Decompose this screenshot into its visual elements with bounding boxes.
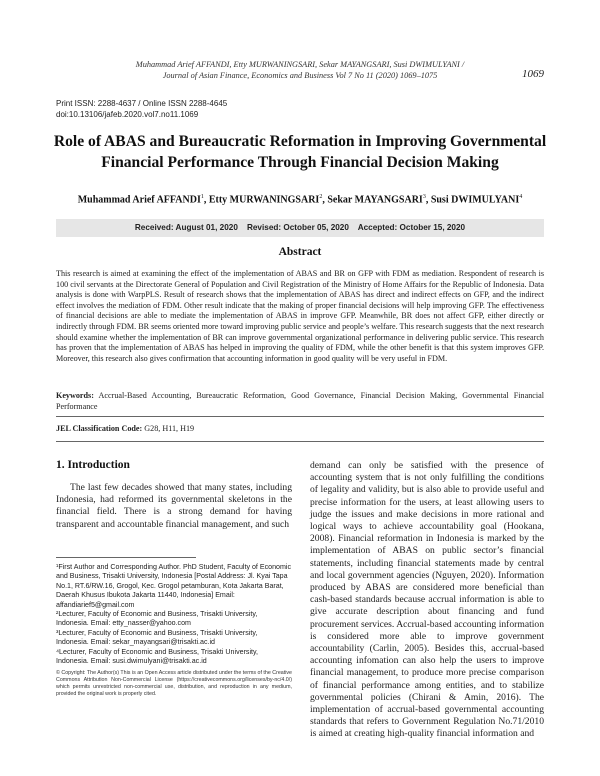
keywords-text: Accrual-Based Accounting, Bureaucratic Reformation, Good Governance, Financial Decision Making, Governmental Financial Performance xyxy=(56,391,544,411)
footnote: ⁴Lecturer, Faculty of Economic and Business, Trisakti University, Indonesia. Email: susi.dwimulyani@trisakti.ac.id xyxy=(56,647,259,666)
author-affiliation-mark: 4 xyxy=(519,194,523,200)
jel-label: JEL Classification Code: xyxy=(56,424,143,433)
jel-codes: G28, H11, H19 xyxy=(142,424,195,433)
footnote: ²Lecturer, Faculty of Economic and Business, Trisakti University, Indonesia. Email: etty_nasser@yahoo.com xyxy=(56,610,258,628)
footnotes xyxy=(56,563,292,666)
section-heading: 1. Introduction xyxy=(56,459,130,471)
intro-paragraph-left: The last few decades showed that many states, including Indonesia, had reformed its governmental skeletons in the financial field. There is a strong demand for having transparent and accountable financial management, and such xyxy=(56,482,292,530)
footnote: ¹First Author and Corresponding Author. PhD Student, Faculty of Economic and Business, Trisakti University, Indonesia [Postal Address: Jl. Kyai Tapa No.1, RT.6/RW.16, Grogol, Kec. Grogol petamburan, Kota Jakarta Barat, Daerah Khusus Ibukota Jakarta 11440, Indonesia] Email: affandiarief5@gmail.com xyxy=(56,563,292,609)
running-head-authors: Muhammad Arief AFFANDI, Etty MURWANINGSARI, Sekar MAYANGSARI, Susi DWIMULYANI / xyxy=(135,60,465,69)
intro-paragraph-right: demand can only be satisfied with the presence of accounting system that is not only fulfilling the conditions of legality and validity, but is also able to provide useful and precise information for the users, at least allowing users to judge the issues and make decisions in more rational and logical ways to achieve accountability goal (Hookana, 2008). Financial reformation in Indonesia is marked by the implementation of ABAS on public sector’s financial statements, including financial statements made by central and local government agencies (Nguyen, 2020). Information produced by ABAS are considered more beneficial than cash-based standards because accrual information is able to give accurate description about financing and fund procurement services. Accrual-based accounting information is considered more able to improve government accountability (Carlin, 2005). Besides this, accrual-based accounting infomation can also help the users to improve financial management, to produce more precise comparison of financial performance among entities, and to stabilize governmental policies (Chirani & Amin, 2016). The implementation of accrual-based governmental accounting standards that refers to Government Regulation No.71/2010 is aimed at creating high-quality financial information and xyxy=(310,460,544,740)
divider-bottom xyxy=(56,441,544,442)
author-name: Sekar MAYANGSARI xyxy=(327,194,423,206)
running-head xyxy=(70,59,530,81)
author-name: Susi DWIMULYANI xyxy=(430,194,520,206)
author-name: Etty MURWANINGSARI xyxy=(208,194,320,206)
author-separator: , xyxy=(203,194,209,206)
copyright-notice: © Copyright: The Author(s) This is an Open Access article distributed under the terms of the Creative Commons Attribution Non-Commercial License (https://creativecommons.org/licenses/by-nc/4.0/) which permits unrestricted non-commercial use, distribution, and reproduction in any medium, provided the original work is properly cited. xyxy=(56,670,292,697)
page-number: 1069 xyxy=(522,68,544,80)
submission-dates-bar: Received: August 01, 2020 Revised: October 05, 2020 Accepted: October 15, 2020 xyxy=(56,219,544,237)
keywords xyxy=(56,391,544,412)
issn-block xyxy=(56,98,227,120)
running-head-journal: Journal of Asian Finance, Economics and Business Vol 7 No 11 (2020) 1069–1075 xyxy=(162,71,438,80)
author-separator: , xyxy=(425,194,431,206)
author-affiliation-mark: 3 xyxy=(422,194,426,200)
abstract-text: This research is aimed at examining the effect of the implementation of ABAS and BR on GFP with FDM as mediation. Respondent of research is 100 civil servants at the Directorate General of Population and Civil Registration of the Ministry of Home Affairs for the Republic of Indonesia. Data analysis is done with WarpPLS. Result of research shows that the implementation of ABAS has direct and indirect effects on GFP, and the indirect effect involves the mediation of FDM. Other result indicate that the making of proper financial decisions will help improving GFP. The effectiveness of financial decisions are able to mediate the implementation of ABAS in improve GFP. Meanwhile, BR does not affect GFP, either directly or indirectly through FDM. BR seems oriented more toward improving public service and people’s welfare. This research suggests that the next research should examine whether the implementation of BR can improve governmental organizational performance in delivering public service. This research has proven that the implementation of ABAS has helped in improving the quality of FDM, while the other benefit is that this system improves GFP. Moreover, this research also gives confirmation that accounting information in good quality will be very useful in FDM. xyxy=(56,269,544,363)
author-separator: , xyxy=(322,194,328,206)
footnote: ³Lecturer, Faculty of Economic and Business, Trisakti University, Indonesia. Email: sekar_mayangsari@trisakti.ac.id xyxy=(56,628,258,647)
author-list xyxy=(30,194,570,205)
author-affiliation-mark: 1 xyxy=(200,194,204,200)
author-affiliation-mark: 2 xyxy=(319,194,323,200)
title-line-1: Role of ABAS and Bureaucratic Reformation in Improving Governmental xyxy=(53,133,547,150)
keywords-label: Keywords: xyxy=(56,391,94,400)
doi-line: doi:10.13106/jafeb.2020.vol7.no11.1069 xyxy=(56,110,199,119)
abstract-heading: Abstract xyxy=(278,246,322,258)
author-name: Muhammad Arief AFFANDI xyxy=(77,194,201,206)
footnote-divider xyxy=(56,557,196,558)
divider-top xyxy=(56,416,544,417)
issn-line: Print ISSN: 2288-4637 / Online ISSN 2288-4645 xyxy=(56,99,228,108)
jel-classification xyxy=(56,424,544,433)
title-line-2: Financial Performance Through Financial Decision Making xyxy=(101,154,499,171)
paper-title xyxy=(40,131,560,173)
